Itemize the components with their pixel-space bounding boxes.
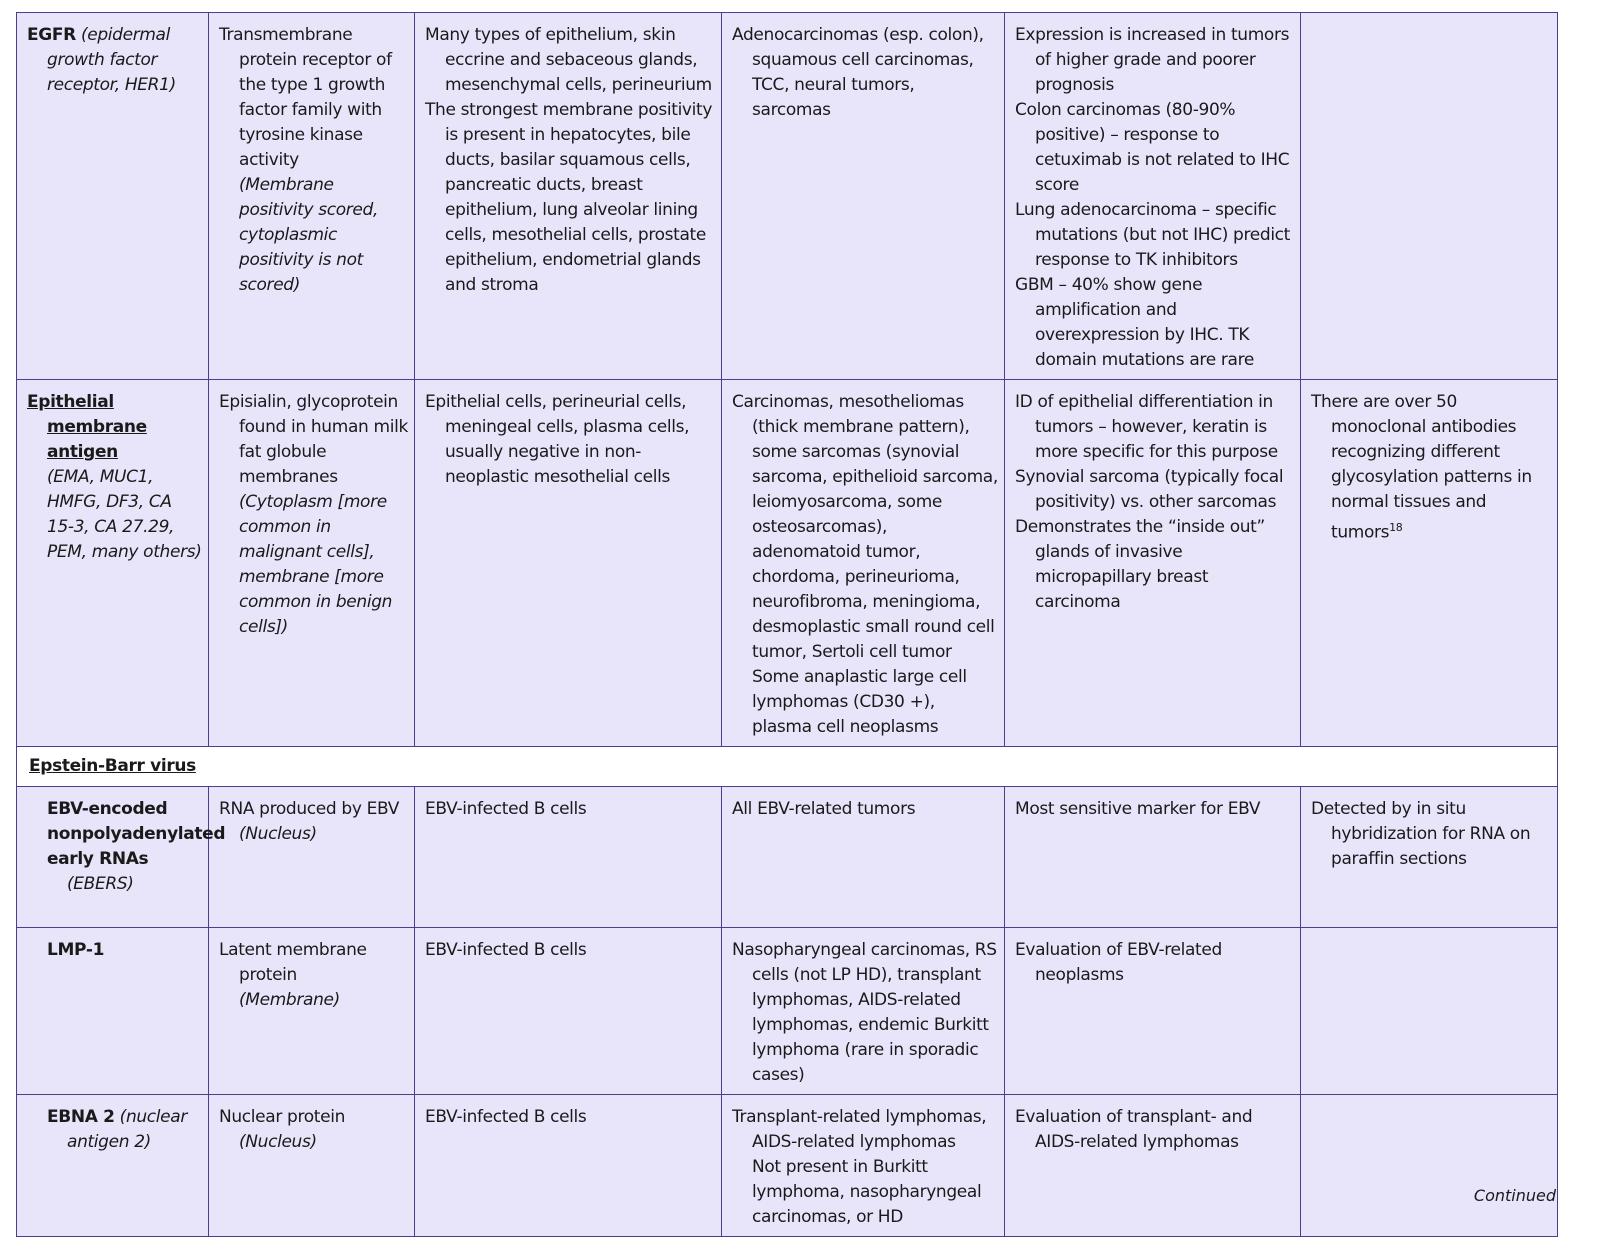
comments-cell xyxy=(1301,13,1558,380)
list-item: Many types of epithelium, skin eccrine and sebaceous glands, mesenchymal cells, perineurium xyxy=(425,25,712,95)
staining-text: (Cytoplasm [more common in malignant cells], membrane [more common in benign cells]) xyxy=(239,492,393,637)
description-text: Nuclear protein xyxy=(219,1107,346,1127)
table-row xyxy=(17,380,1558,747)
list-item: Nasopharyngeal carcinomas, RS cells (not LP HD), transplant lymphomas, AIDS-related lymphomas, endemic Burkitt lymphoma (rare in sporadic cases) xyxy=(732,940,997,1085)
marker-table xyxy=(16,12,1558,1237)
list-item: Evaluation of EBV-related neoplasms xyxy=(1015,940,1222,985)
tumors-cell xyxy=(722,1095,1005,1237)
uses-cell xyxy=(1005,380,1301,747)
list-item: EBV-infected B cells xyxy=(425,1107,587,1127)
list-item: Transplant-related lymphomas, AIDS-related lymphomas xyxy=(732,1107,987,1152)
marker-cell xyxy=(17,1095,209,1237)
comments-cell xyxy=(1301,928,1558,1095)
comments-cell xyxy=(1301,380,1558,747)
description-cell xyxy=(209,787,415,928)
normal-tissues-cell xyxy=(415,787,722,928)
description-cell xyxy=(209,928,415,1095)
staining-text: (Membrane) xyxy=(239,990,340,1010)
footnote-ref: 18 xyxy=(1389,521,1403,534)
comments-cell xyxy=(1301,1095,1558,1237)
description-cell xyxy=(209,13,415,380)
continued-label: Continued xyxy=(1473,1186,1556,1205)
table-row xyxy=(17,13,1558,380)
list-item: Synovial sarcoma (typically focal positivity) vs. other sarcomas xyxy=(1015,467,1284,512)
normal-tissues-cell xyxy=(415,1095,722,1237)
staining-text: (Nucleus) xyxy=(239,824,317,844)
section-header-row xyxy=(17,747,1558,787)
description-text: Episialin, glycoprotein found in human milk fat globule membranes xyxy=(219,392,408,487)
list-item: Some anaplastic large cell lymphomas (CD30 +), plasma cell neoplasms xyxy=(752,667,967,737)
list-item: The strongest membrane positivity is present in hepatocytes, bile ducts, basilar squamous cells, pancreatic ducts, breast epithelium, lung alveolar lining cells, mesothelial cells, prostate epithelium, endometrial glands and stroma xyxy=(425,100,713,295)
table-row xyxy=(17,928,1558,1095)
list-item: There are over 50 monoclonal antibodies recognizing different glycosylation patterns in normal tissues and tumors xyxy=(1311,392,1532,543)
tumors-cell xyxy=(722,787,1005,928)
marker-name: Epithelial membrane antigen xyxy=(27,392,147,462)
list-item: Lung adenocarcinoma – specific mutations (but not IHC) predict response to TK inhibitors xyxy=(1015,200,1290,270)
uses-cell xyxy=(1005,1095,1301,1237)
list-item: Most sensitive marker for EBV xyxy=(1015,799,1261,819)
uses-cell xyxy=(1005,13,1301,380)
description-text: RNA produced by EBV xyxy=(219,799,400,819)
staining-text: (Membrane positivity scored, cytoplasmic positivity is not scored) xyxy=(239,175,379,295)
table-row xyxy=(17,1095,1558,1237)
marker-aliases: (EBERS) xyxy=(67,874,134,894)
marker-cell xyxy=(17,928,209,1095)
list-item: Not present in Burkitt lymphoma, nasopharyngeal carcinomas, or HD xyxy=(752,1157,982,1227)
marker-aliases: (EMA, MUC1, HMFG, DF3, CA 15-3, CA 27.29, PEM, many others) xyxy=(47,467,202,562)
list-item: All EBV-related tumors xyxy=(732,799,916,819)
tumors-cell xyxy=(722,13,1005,380)
uses-cell xyxy=(1005,787,1301,928)
list-item: Detected by in situ hybridization for RNA on paraffin sections xyxy=(1311,799,1531,869)
list-item: Epithelial cells, perineurial cells, meningeal cells, plasma cells, usually negative in non-neoplastic mesothelial cells xyxy=(425,392,690,487)
section-title-cell xyxy=(17,747,1558,787)
section-title: Epstein-Barr virus xyxy=(29,756,196,776)
marker-name: EGFR xyxy=(27,25,76,45)
marker-aliases: (nuclear antigen 2) xyxy=(67,1107,187,1152)
marker-cell xyxy=(17,787,226,928)
marker-aliases: (epidermal growth factor receptor, HER1) xyxy=(47,25,176,95)
description-text: Latent membrane protein xyxy=(219,940,367,985)
list-item: EBV-infected B cells xyxy=(425,799,587,819)
list-item: Colon carcinomas (80-90% positive) – response to cetuximab is not related to IHC score xyxy=(1015,100,1290,195)
normal-tissues-cell xyxy=(415,928,722,1095)
comments-cell xyxy=(1301,787,1558,928)
normal-tissues-cell xyxy=(415,13,722,380)
staining-text: (Nucleus) xyxy=(239,1132,317,1152)
list-item: Demonstrates the “inside out” glands of invasive micropapillary breast carcinoma xyxy=(1015,517,1265,612)
list-item: EBV-infected B cells xyxy=(425,940,587,960)
marker-cell xyxy=(17,380,209,747)
marker-cell xyxy=(17,13,209,380)
tumors-cell xyxy=(722,928,1005,1095)
marker-name: LMP-1 xyxy=(47,940,105,960)
list-item: Evaluation of transplant- and AIDS-related lymphomas xyxy=(1015,1107,1253,1152)
table-row xyxy=(17,787,1558,928)
marker-name: EBNA 2 xyxy=(47,1107,115,1127)
list-item: GBM – 40% show gene amplification and overexpression by IHC. TK domain mutations are rare xyxy=(1015,275,1254,370)
list-item: ID of epithelial differentiation in tumors – however, keratin is more specific for this purpose xyxy=(1015,392,1278,462)
normal-tissues-cell xyxy=(415,380,722,747)
list-item: Carcinomas, mesotheliomas (thick membrane pattern), some sarcomas (synovial sarcoma, epithelioid sarcoma, leiomyosarcoma, some osteosarcomas), adenomatoid tumor, chordoma, perineurioma, neurofibroma, meningioma, desmoplastic small round cell tumor, Sertoli cell tumor xyxy=(732,392,998,662)
uses-cell xyxy=(1005,928,1301,1095)
description-cell xyxy=(209,1095,415,1237)
description-cell xyxy=(209,380,415,747)
description-text: Transmembrane protein receptor of the type 1 growth factor family with tyrosine kinase activity xyxy=(219,25,392,170)
list-item: Expression is increased in tumors of higher grade and poorer prognosis xyxy=(1015,25,1290,95)
list-item: Adenocarcinomas (esp. colon), squamous cell carcinomas, TCC, neural tumors, sarcomas xyxy=(732,25,984,120)
marker-name: EBV-encoded nonpolyadenylated early RNAs xyxy=(47,799,226,869)
tumors-cell xyxy=(722,380,1005,747)
